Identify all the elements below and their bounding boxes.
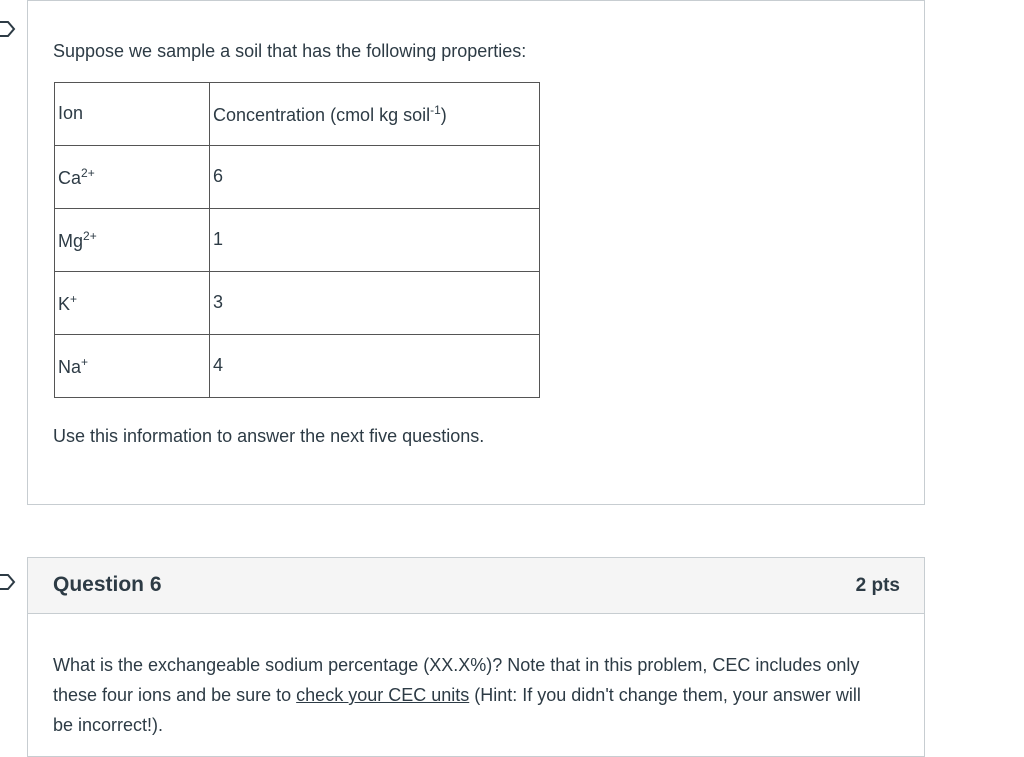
- concentration-cell: 6: [210, 146, 540, 209]
- intro-text: Suppose we sample a soil that has the following properties:: [53, 41, 527, 61]
- check-cec-units-link[interactable]: check your CEC units: [296, 685, 470, 705]
- table-row: [55, 335, 540, 398]
- concentration-cell: 4: [210, 335, 540, 398]
- ion-cell: Na+: [55, 335, 210, 398]
- concentration-cell: 3: [210, 272, 540, 335]
- concentration-cell: 1: [210, 209, 540, 272]
- bookmark-flag-icon[interactable]: [0, 573, 18, 591]
- ion-concentration-table: [54, 82, 540, 398]
- table-header-ion: Ion: [55, 83, 210, 146]
- ion-cell: $Mg^{2+}$: [55, 209, 210, 272]
- table-row: [55, 272, 540, 335]
- question-text: What is the exchangeable sodium percentage (XX.X%)? Note that in this problem, CEC includes only these four ions and be sure to check your CEC units (Hint: If you didn't change them, your answer will be incorrect!).: [53, 655, 861, 735]
- table-row: [55, 209, 540, 272]
- bookmark-flag-icon[interactable]: [0, 20, 18, 38]
- outro-text: Use this information to answer the next five questions.: [53, 426, 485, 446]
- question-header: [28, 558, 924, 614]
- table-row: [55, 146, 540, 209]
- table-header-row: [55, 83, 540, 146]
- ion-cell: K+: [55, 272, 210, 335]
- text-only-question-panel: [27, 0, 925, 505]
- question-points: 2 pts: [855, 575, 900, 596]
- table-header-concentration: Concentration (cmol kg soil$^{-1}$): [210, 83, 540, 146]
- question-title: Question 6: [53, 573, 162, 596]
- ion-cell: $Ca^{2+}$: [55, 146, 210, 209]
- question-panel: [27, 557, 925, 757]
